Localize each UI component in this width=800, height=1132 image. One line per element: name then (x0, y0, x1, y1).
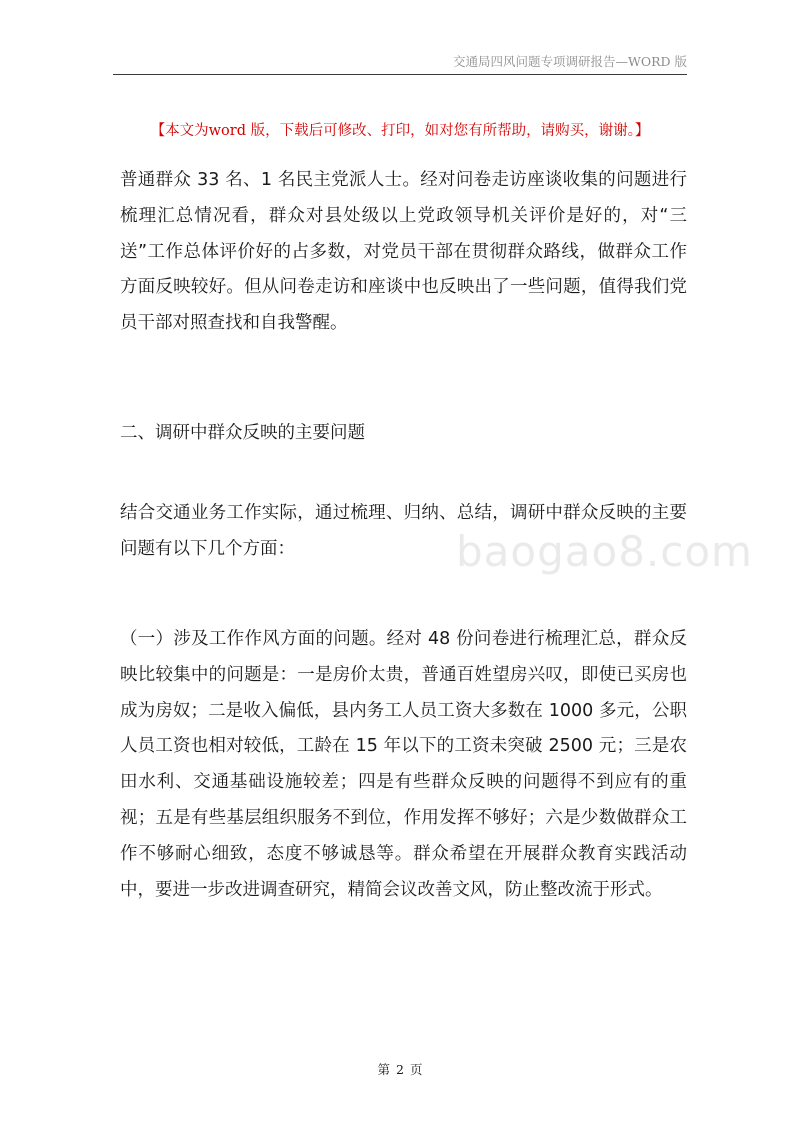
footer-prefix: 第 (377, 1062, 391, 1077)
paragraph-issues-intro: 结合交通业务工作实际，通过梳理、归纳、总结，调研中群众反映的主要问题有以下几个方面： (120, 503, 687, 559)
running-header-title: 交通局四风问题专项调研报告—WORD 版 (452, 54, 687, 69)
paragraph-survey-summary: 普通群众 33 名、1 名民主党派人士。经对问卷走访座谈收集的问题进行梳理汇总情况看，群众对县处级以上党政领导机关评价是好的，对“三送”工作总体评价好的占多数，对党员干部在贯彻群众路线，做群众工作方面反映较好。但从问卷走访和座谈中也反映出了一些问题，值得我们党员干部对照查找和自我警醒。 (120, 170, 687, 334)
section-heading-main-issues: 二、调研中群众反映的主要问题 (120, 423, 365, 443)
page-footer (0, 1060, 800, 1078)
header-divider (113, 74, 687, 75)
download-notice: 【本文为word 版，下载后可修改、打印，如对您有所帮助，请购买，谢谢。】 (150, 123, 650, 139)
page-number: 2 (396, 1062, 404, 1077)
site-watermark: baogao8.com (456, 527, 753, 576)
paragraph-work-style-issues: （一）涉及工作作风方面的问题。经对 48 份问卷进行梳理汇总，群众反映比较集中的问题是：一是房价太贵，普通百姓望房兴叹，即使已买房也成为房奴；二是收入偏低，县内务工人员工资大多数在 1000 多元，公职人员工资也相对较低，工龄在 15 年以下的工资未突破 2500 元；三是农田水利、交通基础设施较差；四是有些群众反映的问题得不到应有的重视；五是有些基层组织服务不到位，作用发挥不够好；六是少数做群众工作不够耐心细致，态度不够诚恳等。群众希望在开展群众教育实践活动中，要进一步改进调查研究，精简会议改善文风，防止整改流于形式。 (120, 629, 687, 900)
footer-suffix: 页 (409, 1062, 423, 1077)
